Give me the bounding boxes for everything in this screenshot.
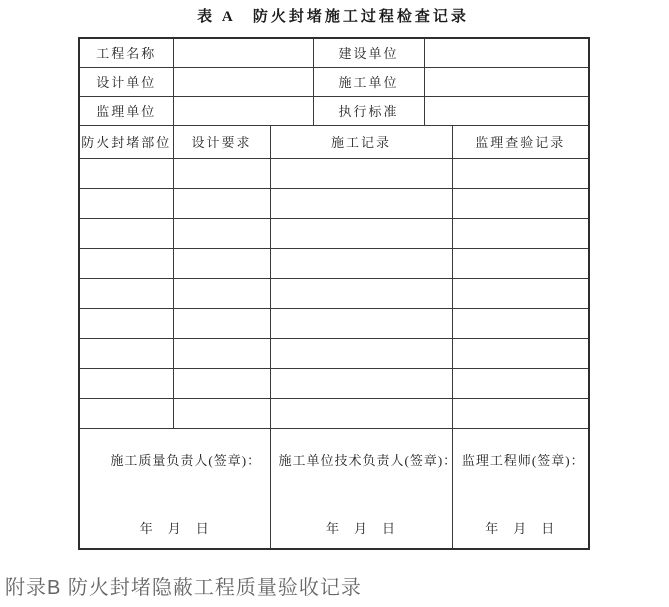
empty-row [79,188,589,218]
empty-row [79,308,589,338]
empty-cell [452,368,589,398]
empty-cell [79,338,173,368]
empty-row [79,368,589,398]
empty-cell [79,308,173,338]
empty-row [79,338,589,368]
col-header-supervision-record: 监理查验记录 [452,125,589,158]
inspection-form-table [78,37,590,550]
signature-label: 施工单位技术负责人(签章)： [278,452,458,468]
empty-cell [270,398,452,428]
empty-cell [173,398,270,428]
info-row [79,67,589,96]
project-name-value [173,38,313,67]
info-row [79,38,589,67]
empty-cell [452,218,589,248]
empty-cell [173,338,270,368]
appendix-caption: 附录B 防火封堵隐蔽工程质量验收记录 [5,577,362,599]
project-name-label: 工程名称 [79,38,173,67]
supervision-unit-label: 监理单位 [79,96,173,125]
empty-cell [79,398,173,428]
table-title: 表 A 防火封堵施工过程检查记录 [197,9,469,25]
signature-label: 监理工程师(签章)： [461,452,585,468]
design-unit-label: 设计单位 [79,67,173,96]
empty-cell [270,158,452,188]
construction-unit-label: 施工单位 [313,67,424,96]
signature-date: 年 月 日 [485,520,556,536]
empty-cell [173,308,270,338]
empty-cell [79,218,173,248]
empty-cell [173,188,270,218]
empty-row [79,158,589,188]
empty-cell [173,248,270,278]
empty-cell [79,278,173,308]
empty-cell [270,338,452,368]
col-header-construction-record: 施工记录 [270,125,452,158]
empty-cell [270,188,452,218]
empty-cell [452,188,589,218]
col-header-design-requirement: 设计要求 [173,125,270,158]
info-section [79,38,589,125]
empty-cell [452,248,589,278]
empty-cell [79,158,173,188]
signature-label: 施工质量负责人(签章)： [110,452,262,468]
info-row [79,96,589,125]
empty-cell [270,278,452,308]
column-header-section [79,125,589,158]
empty-cell [270,218,452,248]
signature-date: 年 月 日 [139,520,210,536]
supervision-unit-value [173,96,313,125]
empty-cell [452,398,589,428]
empty-row [79,398,589,428]
empty-cell [79,248,173,278]
empty-cell [452,158,589,188]
empty-cell [452,338,589,368]
empty-row [79,278,589,308]
execution-standard-label: 执行标准 [313,96,424,125]
empty-cell [79,368,173,398]
empty-cell [173,218,270,248]
design-unit-value [173,67,313,96]
construction-quality-manager-signature-cell [79,428,270,549]
supervision-engineer-signature-cell [452,428,589,549]
empty-cell [173,368,270,398]
execution-standard-value [424,96,589,125]
empty-row [79,218,589,248]
empty-cell [270,368,452,398]
construction-unit-technical-manager-signature-cell [270,428,458,549]
signature-section [79,428,589,549]
empty-rows [79,158,589,428]
empty-cell [173,158,270,188]
empty-row [79,248,589,278]
empty-cell [173,278,270,308]
empty-cell [270,248,452,278]
empty-cell [270,308,452,338]
column-header-row [79,125,589,158]
col-header-firestop-location: 防火封堵部位 [79,125,173,158]
signature-date: 年 月 日 [325,520,396,536]
owner-unit-label: 建设单位 [313,38,424,67]
empty-cell [79,188,173,218]
empty-cell [452,278,589,308]
construction-unit-value [424,67,589,96]
empty-cell [452,308,589,338]
signature-row [79,428,589,549]
owner-unit-value [424,38,589,67]
